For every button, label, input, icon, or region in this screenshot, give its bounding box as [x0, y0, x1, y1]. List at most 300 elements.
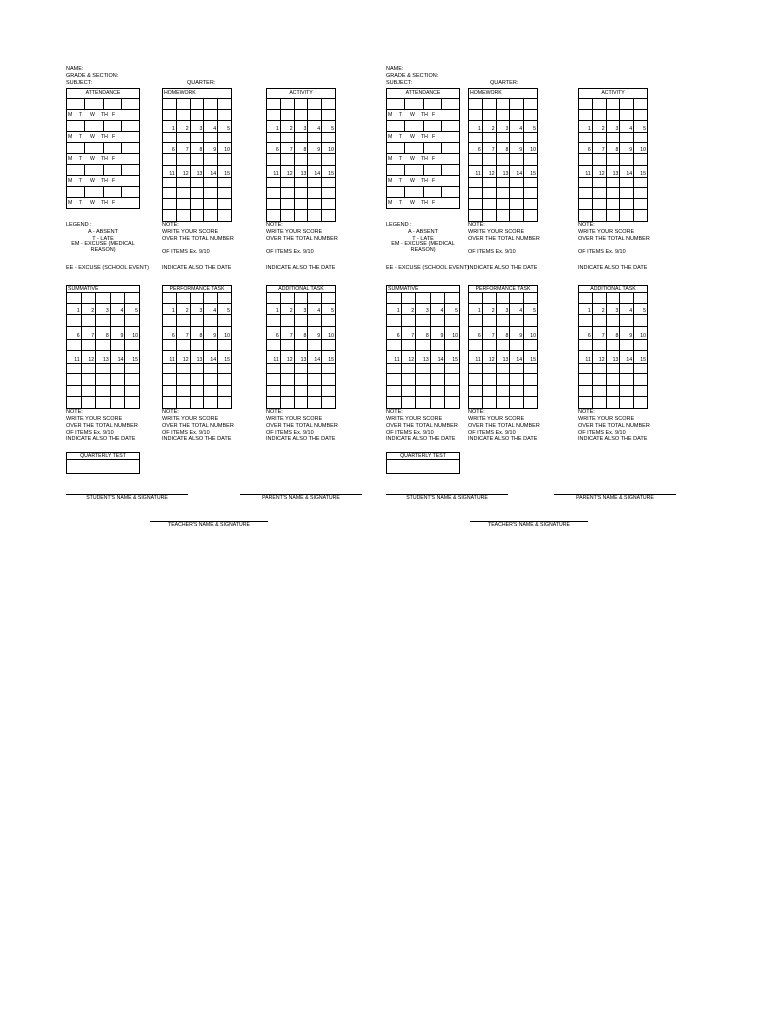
- score-cell[interactable]: [469, 315, 483, 327]
- score-cell[interactable]: [387, 363, 402, 374]
- score-cell[interactable]: [606, 110, 620, 121]
- score-cell[interactable]: [387, 385, 402, 397]
- score-cell[interactable]: [469, 198, 483, 209]
- score-cell[interactable]: [204, 293, 218, 304]
- score-cell[interactable]: [482, 374, 496, 386]
- score-cell[interactable]: [294, 110, 308, 121]
- score-cell[interactable]: [204, 374, 218, 386]
- score-cell[interactable]: [190, 385, 204, 397]
- score-cell[interactable]: [387, 339, 402, 351]
- score-cell[interactable]: [218, 99, 232, 110]
- score-cell[interactable]: [163, 315, 177, 327]
- score-cell[interactable]: [592, 374, 606, 386]
- score-cell[interactable]: [190, 110, 204, 121]
- score-cell[interactable]: [524, 133, 538, 143]
- score-cell[interactable]: [294, 363, 308, 374]
- score-cell[interactable]: [280, 293, 294, 304]
- score-cell[interactable]: [267, 177, 281, 187]
- score-cell[interactable]: [620, 133, 634, 143]
- score-cell[interactable]: [510, 363, 524, 374]
- score-cell[interactable]: [510, 110, 524, 121]
- score-cell[interactable]: [445, 315, 460, 327]
- score-cell[interactable]: [524, 397, 538, 409]
- score-cell[interactable]: [482, 397, 496, 409]
- score-cell[interactable]: [579, 177, 593, 187]
- score-cell[interactable]: [96, 397, 111, 409]
- score-cell[interactable]: [387, 374, 402, 386]
- score-cell[interactable]: [634, 99, 648, 110]
- score-cell[interactable]: [190, 133, 204, 143]
- score-cell[interactable]: [620, 99, 634, 110]
- score-cell[interactable]: [634, 133, 648, 143]
- score-cell[interactable]: [401, 293, 416, 304]
- score-cell[interactable]: [620, 397, 634, 409]
- score-cell[interactable]: [482, 339, 496, 351]
- score-cell[interactable]: [218, 293, 232, 304]
- score-cell[interactable]: [524, 339, 538, 351]
- score-cell[interactable]: [496, 110, 510, 121]
- score-cell[interactable]: [110, 385, 125, 397]
- score-cell[interactable]: [496, 397, 510, 409]
- score-cell[interactable]: [267, 133, 281, 143]
- score-cell[interactable]: [482, 385, 496, 397]
- score-cell[interactable]: [176, 209, 190, 221]
- score-cell[interactable]: [416, 315, 431, 327]
- score-cell[interactable]: [606, 187, 620, 198]
- score-cell[interactable]: [606, 99, 620, 110]
- score-cell[interactable]: [280, 187, 294, 198]
- score-cell[interactable]: [579, 293, 593, 304]
- score-cell[interactable]: [176, 293, 190, 304]
- score-cell[interactable]: [482, 187, 496, 198]
- score-cell[interactable]: [430, 397, 445, 409]
- score-cell[interactable]: [163, 99, 177, 110]
- score-cell[interactable]: [606, 374, 620, 386]
- score-cell[interactable]: [176, 374, 190, 386]
- score-cell[interactable]: [67, 293, 82, 304]
- score-cell[interactable]: [204, 133, 218, 143]
- score-cell[interactable]: [634, 177, 648, 187]
- score-cell[interactable]: [579, 315, 593, 327]
- score-cell[interactable]: [267, 315, 281, 327]
- score-cell[interactable]: [163, 154, 177, 165]
- score-cell[interactable]: [176, 133, 190, 143]
- score-cell[interactable]: [620, 110, 634, 121]
- score-cell[interactable]: [445, 339, 460, 351]
- score-cell[interactable]: [469, 339, 483, 351]
- score-cell[interactable]: [510, 198, 524, 209]
- score-cell[interactable]: [294, 293, 308, 304]
- score-cell[interactable]: [96, 293, 111, 304]
- score-cell[interactable]: [280, 385, 294, 397]
- score-cell[interactable]: [469, 110, 483, 121]
- score-cell[interactable]: [620, 315, 634, 327]
- score-cell[interactable]: [524, 385, 538, 397]
- score-cell[interactable]: [620, 177, 634, 187]
- score-cell[interactable]: [267, 339, 281, 351]
- score-cell[interactable]: [469, 154, 483, 165]
- score-cell[interactable]: [163, 198, 177, 209]
- score-cell[interactable]: [634, 339, 648, 351]
- score-cell[interactable]: [218, 187, 232, 198]
- score-cell[interactable]: [469, 374, 483, 386]
- score-cell[interactable]: [218, 177, 232, 187]
- score-cell[interactable]: [592, 133, 606, 143]
- score-cell[interactable]: [634, 385, 648, 397]
- score-cell[interactable]: [510, 315, 524, 327]
- score-cell[interactable]: [204, 110, 218, 121]
- score-cell[interactable]: [496, 339, 510, 351]
- score-cell[interactable]: [482, 177, 496, 187]
- score-cell[interactable]: [634, 187, 648, 198]
- score-cell[interactable]: [267, 293, 281, 304]
- score-cell[interactable]: [496, 177, 510, 187]
- score-cell[interactable]: [482, 293, 496, 304]
- score-cell[interactable]: [81, 374, 96, 386]
- score-cell[interactable]: [176, 99, 190, 110]
- score-cell[interactable]: [510, 99, 524, 110]
- score-cell[interactable]: [96, 385, 111, 397]
- score-cell[interactable]: [416, 363, 431, 374]
- score-cell[interactable]: [67, 339, 82, 351]
- score-cell[interactable]: [496, 99, 510, 110]
- score-cell[interactable]: [110, 315, 125, 327]
- score-cell[interactable]: [620, 374, 634, 386]
- score-cell[interactable]: [634, 315, 648, 327]
- score-cell[interactable]: [204, 198, 218, 209]
- score-cell[interactable]: [218, 374, 232, 386]
- score-cell[interactable]: [592, 315, 606, 327]
- score-cell[interactable]: [482, 154, 496, 165]
- score-cell[interactable]: [387, 397, 402, 409]
- score-cell[interactable]: [190, 397, 204, 409]
- score-cell[interactable]: [280, 374, 294, 386]
- score-cell[interactable]: [176, 397, 190, 409]
- score-cell[interactable]: [280, 397, 294, 409]
- score-cell[interactable]: [510, 209, 524, 221]
- score-cell[interactable]: [280, 198, 294, 209]
- score-cell[interactable]: [280, 154, 294, 165]
- score-cell[interactable]: [190, 187, 204, 198]
- score-cell[interactable]: [430, 315, 445, 327]
- score-cell[interactable]: [510, 133, 524, 143]
- score-cell[interactable]: [125, 374, 140, 386]
- score-cell[interactable]: [524, 374, 538, 386]
- score-cell[interactable]: [110, 363, 125, 374]
- score-cell[interactable]: [496, 198, 510, 209]
- score-cell[interactable]: [592, 187, 606, 198]
- score-cell[interactable]: [579, 154, 593, 165]
- score-cell[interactable]: [204, 99, 218, 110]
- score-cell[interactable]: [592, 363, 606, 374]
- score-cell[interactable]: [125, 315, 140, 327]
- score-cell[interactable]: [267, 374, 281, 386]
- score-cell[interactable]: [190, 209, 204, 221]
- score-cell[interactable]: [204, 385, 218, 397]
- score-cell[interactable]: [634, 397, 648, 409]
- score-cell[interactable]: [190, 99, 204, 110]
- score-cell[interactable]: [430, 339, 445, 351]
- score-cell[interactable]: [176, 154, 190, 165]
- score-cell[interactable]: [579, 363, 593, 374]
- score-cell[interactable]: [469, 209, 483, 221]
- score-cell[interactable]: [510, 187, 524, 198]
- score-cell[interactable]: [496, 293, 510, 304]
- score-cell[interactable]: [387, 293, 402, 304]
- score-cell[interactable]: [280, 339, 294, 351]
- score-cell[interactable]: [176, 187, 190, 198]
- score-cell[interactable]: [606, 339, 620, 351]
- score-cell[interactable]: [204, 187, 218, 198]
- score-cell[interactable]: [634, 374, 648, 386]
- score-cell[interactable]: [510, 374, 524, 386]
- score-cell[interactable]: [67, 363, 82, 374]
- score-cell[interactable]: [445, 385, 460, 397]
- score-cell[interactable]: [579, 397, 593, 409]
- score-cell[interactable]: [67, 374, 82, 386]
- score-cell[interactable]: [280, 133, 294, 143]
- score-cell[interactable]: [267, 397, 281, 409]
- score-cell[interactable]: [469, 99, 483, 110]
- score-cell[interactable]: [496, 385, 510, 397]
- score-cell[interactable]: [163, 293, 177, 304]
- score-cell[interactable]: [401, 374, 416, 386]
- score-cell[interactable]: [592, 397, 606, 409]
- score-cell[interactable]: [267, 187, 281, 198]
- score-cell[interactable]: [294, 177, 308, 187]
- score-cell[interactable]: [204, 177, 218, 187]
- score-cell[interactable]: [267, 154, 281, 165]
- score-cell[interactable]: [176, 315, 190, 327]
- score-cell[interactable]: [620, 363, 634, 374]
- score-cell[interactable]: [96, 374, 111, 386]
- score-cell[interactable]: [218, 198, 232, 209]
- score-cell[interactable]: [204, 315, 218, 327]
- score-cell[interactable]: [592, 198, 606, 209]
- score-cell[interactable]: [163, 110, 177, 121]
- score-cell[interactable]: [110, 374, 125, 386]
- score-cell[interactable]: [267, 363, 281, 374]
- score-cell[interactable]: [510, 385, 524, 397]
- score-cell[interactable]: [218, 110, 232, 121]
- score-cell[interactable]: [294, 315, 308, 327]
- score-cell[interactable]: [606, 293, 620, 304]
- score-cell[interactable]: [634, 154, 648, 165]
- score-cell[interactable]: [163, 209, 177, 221]
- score-cell[interactable]: [606, 385, 620, 397]
- score-cell[interactable]: [469, 133, 483, 143]
- score-cell[interactable]: [190, 198, 204, 209]
- score-cell[interactable]: [280, 110, 294, 121]
- score-cell[interactable]: [524, 293, 538, 304]
- score-cell[interactable]: [579, 374, 593, 386]
- score-cell[interactable]: [294, 99, 308, 110]
- score-cell[interactable]: [524, 363, 538, 374]
- score-cell[interactable]: [190, 315, 204, 327]
- score-cell[interactable]: [163, 397, 177, 409]
- score-cell[interactable]: [81, 385, 96, 397]
- score-cell[interactable]: [510, 177, 524, 187]
- score-cell[interactable]: [416, 339, 431, 351]
- score-cell[interactable]: [606, 133, 620, 143]
- score-cell[interactable]: [496, 209, 510, 221]
- score-cell[interactable]: [606, 154, 620, 165]
- score-cell[interactable]: [218, 339, 232, 351]
- score-cell[interactable]: [163, 363, 177, 374]
- quarterly-test-score-cell[interactable]: [387, 460, 460, 474]
- score-cell[interactable]: [430, 363, 445, 374]
- score-cell[interactable]: [218, 133, 232, 143]
- score-cell[interactable]: [204, 397, 218, 409]
- score-cell[interactable]: [401, 339, 416, 351]
- score-cell[interactable]: [606, 198, 620, 209]
- score-cell[interactable]: [482, 99, 496, 110]
- score-cell[interactable]: [294, 374, 308, 386]
- score-cell[interactable]: [634, 110, 648, 121]
- score-cell[interactable]: [67, 385, 82, 397]
- score-cell[interactable]: [401, 363, 416, 374]
- score-cell[interactable]: [469, 385, 483, 397]
- score-cell[interactable]: [267, 99, 281, 110]
- score-cell[interactable]: [496, 374, 510, 386]
- score-cell[interactable]: [592, 293, 606, 304]
- score-cell[interactable]: [176, 363, 190, 374]
- score-cell[interactable]: [218, 209, 232, 221]
- score-cell[interactable]: [620, 293, 634, 304]
- score-cell[interactable]: [510, 339, 524, 351]
- score-cell[interactable]: [294, 198, 308, 209]
- score-cell[interactable]: [606, 315, 620, 327]
- score-cell[interactable]: [204, 363, 218, 374]
- score-cell[interactable]: [416, 293, 431, 304]
- score-cell[interactable]: [125, 339, 140, 351]
- score-cell[interactable]: [620, 339, 634, 351]
- score-cell[interactable]: [267, 198, 281, 209]
- score-cell[interactable]: [81, 397, 96, 409]
- score-cell[interactable]: [294, 339, 308, 351]
- score-cell[interactable]: [190, 293, 204, 304]
- score-cell[interactable]: [496, 315, 510, 327]
- score-cell[interactable]: [482, 133, 496, 143]
- score-cell[interactable]: [190, 177, 204, 187]
- score-cell[interactable]: [176, 385, 190, 397]
- score-cell[interactable]: [592, 110, 606, 121]
- score-cell[interactable]: [524, 198, 538, 209]
- score-cell[interactable]: [110, 339, 125, 351]
- score-cell[interactable]: [524, 315, 538, 327]
- score-cell[interactable]: [510, 293, 524, 304]
- score-cell[interactable]: [96, 339, 111, 351]
- score-cell[interactable]: [81, 339, 96, 351]
- score-cell[interactable]: [606, 177, 620, 187]
- score-cell[interactable]: [125, 397, 140, 409]
- score-cell[interactable]: [81, 315, 96, 327]
- score-cell[interactable]: [294, 133, 308, 143]
- score-cell[interactable]: [606, 397, 620, 409]
- score-cell[interactable]: [81, 293, 96, 304]
- score-cell[interactable]: [634, 293, 648, 304]
- score-cell[interactable]: [592, 99, 606, 110]
- score-cell[interactable]: [280, 99, 294, 110]
- score-cell[interactable]: [592, 385, 606, 397]
- score-cell[interactable]: [67, 315, 82, 327]
- score-cell[interactable]: [445, 374, 460, 386]
- quarterly-test-score-cell[interactable]: [67, 460, 140, 474]
- score-cell[interactable]: [125, 363, 140, 374]
- score-cell[interactable]: [163, 187, 177, 198]
- score-cell[interactable]: [176, 177, 190, 187]
- score-cell[interactable]: [81, 363, 96, 374]
- score-cell[interactable]: [204, 154, 218, 165]
- score-cell[interactable]: [445, 293, 460, 304]
- score-cell[interactable]: [267, 209, 281, 221]
- score-cell[interactable]: [176, 339, 190, 351]
- score-cell[interactable]: [267, 110, 281, 121]
- score-cell[interactable]: [416, 385, 431, 397]
- score-cell[interactable]: [190, 363, 204, 374]
- score-cell[interactable]: [524, 154, 538, 165]
- score-cell[interactable]: [445, 397, 460, 409]
- score-cell[interactable]: [96, 315, 111, 327]
- score-cell[interactable]: [469, 397, 483, 409]
- score-cell[interactable]: [294, 187, 308, 198]
- score-cell[interactable]: [524, 99, 538, 110]
- score-cell[interactable]: [163, 385, 177, 397]
- score-cell[interactable]: [482, 209, 496, 221]
- score-cell[interactable]: [176, 110, 190, 121]
- score-cell[interactable]: [482, 363, 496, 374]
- score-cell[interactable]: [67, 397, 82, 409]
- score-cell[interactable]: [524, 187, 538, 198]
- score-cell[interactable]: [267, 385, 281, 397]
- score-cell[interactable]: [125, 385, 140, 397]
- score-cell[interactable]: [218, 397, 232, 409]
- score-cell[interactable]: [401, 315, 416, 327]
- score-cell[interactable]: [294, 385, 308, 397]
- score-cell[interactable]: [416, 397, 431, 409]
- score-cell[interactable]: [524, 209, 538, 221]
- score-cell[interactable]: [218, 315, 232, 327]
- score-cell[interactable]: [163, 374, 177, 386]
- score-cell[interactable]: [620, 154, 634, 165]
- score-cell[interactable]: [592, 339, 606, 351]
- score-cell[interactable]: [401, 385, 416, 397]
- score-cell[interactable]: [96, 363, 111, 374]
- score-cell[interactable]: [606, 209, 620, 221]
- score-cell[interactable]: [524, 177, 538, 187]
- score-cell[interactable]: [176, 198, 190, 209]
- score-cell[interactable]: [469, 177, 483, 187]
- score-cell[interactable]: [579, 110, 593, 121]
- score-cell[interactable]: [620, 385, 634, 397]
- score-cell[interactable]: [579, 99, 593, 110]
- score-cell[interactable]: [634, 209, 648, 221]
- score-cell[interactable]: [125, 293, 140, 304]
- score-cell[interactable]: [620, 198, 634, 209]
- score-cell[interactable]: [110, 397, 125, 409]
- score-cell[interactable]: [280, 315, 294, 327]
- score-cell[interactable]: [579, 385, 593, 397]
- score-cell[interactable]: [218, 154, 232, 165]
- score-cell[interactable]: [401, 397, 416, 409]
- score-cell[interactable]: [469, 293, 483, 304]
- score-cell[interactable]: [110, 293, 125, 304]
- score-cell[interactable]: [606, 363, 620, 374]
- score-cell[interactable]: [430, 374, 445, 386]
- score-cell[interactable]: [496, 133, 510, 143]
- score-cell[interactable]: [579, 198, 593, 209]
- score-cell[interactable]: [218, 363, 232, 374]
